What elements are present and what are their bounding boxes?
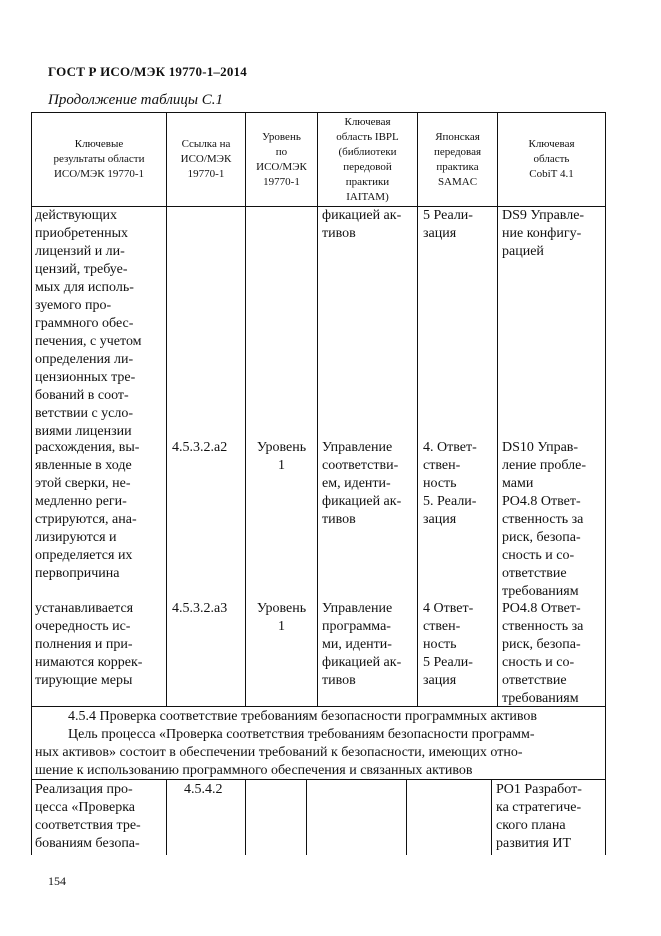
table-row-2-cobit: DS10 Управ- ление пробле- мами PO4.8 Ответ- ственность за риск, безопа- сность и со- ответствие требованиям	[502, 440, 587, 599]
table-row-1-cobit: DS9 Управле- ние конфигу- рацией	[502, 208, 585, 259]
section-text-line: шение к использованию программного обеспечения и связанных активов	[35, 763, 473, 778]
table-row-2-reference: 4.5.3.2.a2	[172, 440, 228, 455]
section-text-line: Цель процесса «Проверка соответствия требованиям безопасности программ-	[68, 727, 535, 742]
col-divider	[166, 779, 167, 855]
table-row-1-results: действующих приобретенных лицензий и ли- цензий, требуе- мых для исполь- зуемого про- граммного обес- печения, с учетом определения ли- цензионных тре- бований в соот- ветствии с усло- виями лицензии	[35, 208, 142, 439]
table-row-2-ibpl: Управление соответстви- ем, иденти- фикацией ак- тивов	[322, 440, 402, 527]
table-border-left	[31, 112, 32, 855]
table-row-4-cobit: PO1 Разработ- ка стратегиче- ского плана развития ИТ	[496, 782, 582, 851]
header-key-results: Ключевые результаты области ИСО/МЭК 19770-1	[53, 138, 145, 180]
table-row-3-samac: 4 Ответ- ствен- ность 5 Реали- зация	[423, 601, 474, 688]
col-divider	[491, 779, 492, 855]
table-row-3-ibpl: Управление программа- ми, иденти- фикацией ак- тивов	[322, 601, 402, 688]
table-row-3-results: устанавливается очередность ис- полнения и при- нимаются коррек- тирующие меры	[35, 601, 143, 688]
table-row-3-cobit: PO4.8 Ответ- ственность за риск, безопа- сность и со- ответствие требованиям	[502, 601, 584, 706]
table-row-2-results: расхождения, вы- явленные в ходе этой сверки, не- медленно реги- стрируются, ана- лизируются и определяется их первопричина	[35, 440, 140, 581]
table-caption: Продолжение таблицы С.1	[48, 92, 224, 108]
table-row-3-reference: 4.5.3.2.a3	[172, 601, 228, 616]
header-samac-practice: Японская передовая практика SAMAC	[433, 130, 482, 188]
table-row-4-results: Реализация про- цесса «Проверка соответствия тре- бованиям безопа-	[35, 782, 141, 851]
table-border-right	[605, 112, 606, 855]
section-heading: 4.5.4 Проверка соответствие требованиям безопасности программных активов	[68, 709, 538, 724]
table-row-2-samac: 4. Ответ- ствен- ность 5. Реали- зация	[423, 440, 477, 527]
table-row-2-level: Уровень 1	[256, 440, 307, 473]
header-iso-level: Уровень по ИСО/МЭК 19770-1	[256, 130, 307, 188]
table-row-1-samac: 5 Реали- зация	[423, 208, 473, 241]
col-divider	[406, 779, 407, 855]
col-divider	[245, 779, 246, 855]
table-row-3-level: Уровень 1	[256, 601, 307, 634]
document-title: ГОСТ Р ИСО/МЭК 19770-1–2014	[48, 64, 247, 79]
table-row-1-ibpl: фикацией ак- тивов	[322, 208, 402, 241]
col-divider	[306, 779, 307, 855]
header-iso-reference: Ссылка на ИСО/МЭК 19770-1	[180, 138, 232, 180]
table-row-4-reference: 4.5.4.2	[184, 782, 223, 797]
header-cobit-area: Ключевая область CobiT 4.1	[528, 138, 575, 180]
header-ibpl-area: Ключевая область IBPL (библиотеки передовой практики IAITAM)	[336, 115, 399, 203]
page-number: 154	[48, 874, 66, 888]
section-text-line: ных активов» состоит в обеспечении требований к безопасности, имеющих отно-	[35, 745, 523, 760]
